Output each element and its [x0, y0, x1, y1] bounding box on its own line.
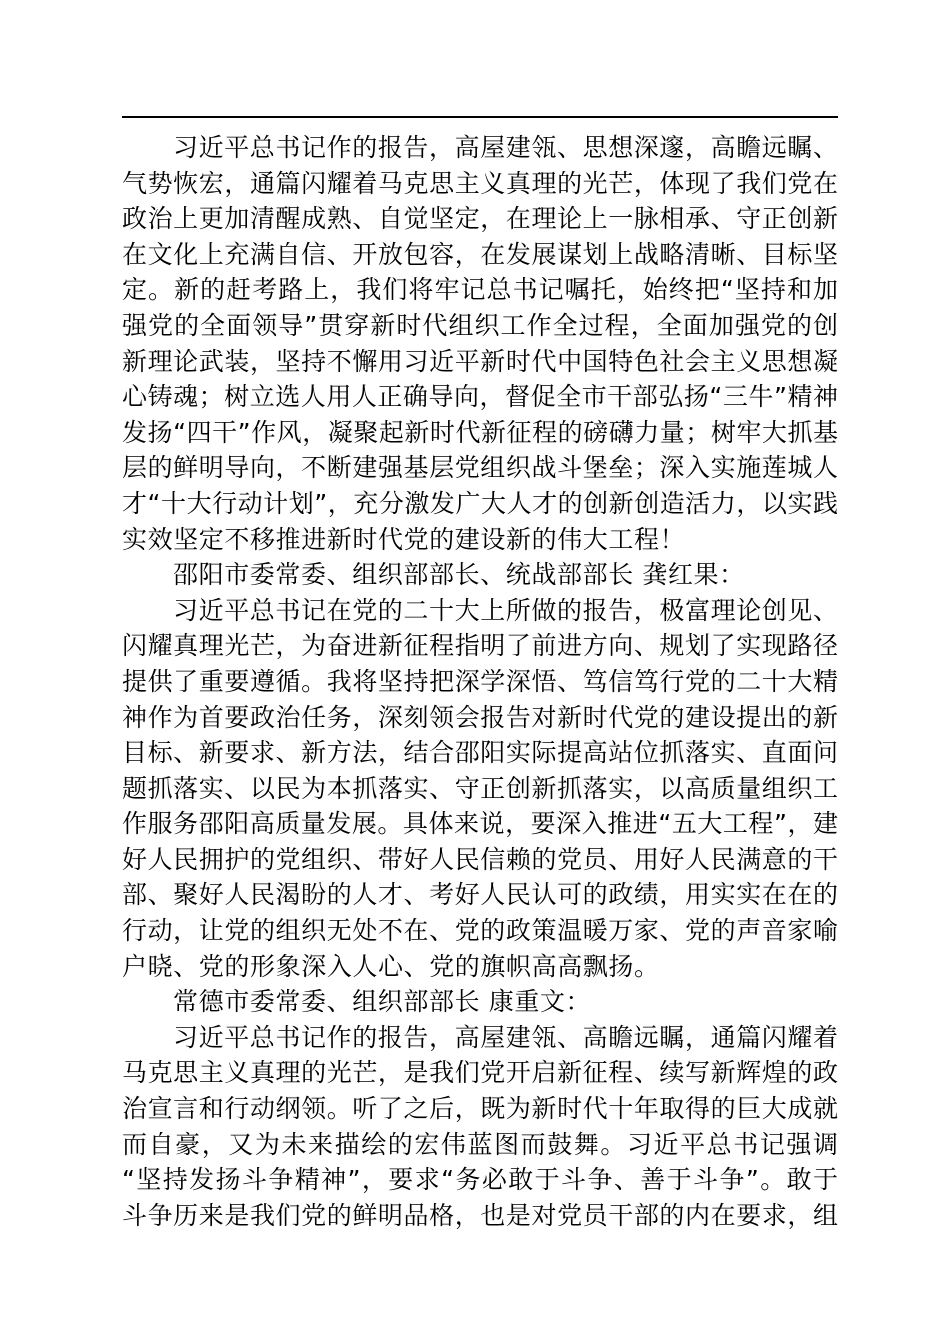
document-body [122, 130, 838, 1233]
body-text-line: 习近平总书记作的报告，高屋建瓴、高瞻远瞩，通篇闪耀着 [173, 1022, 839, 1052]
body-text-line: 闪耀真理光芒，为奋进新征程指明了前进方向、规划了实现路径 [122, 631, 839, 661]
body-text-line: 题抓落实、以民为本抓落实、守正创新抓落实，以高质量组织工 [122, 773, 839, 803]
body-text-line: 新理论武装，坚持不懈用习近平新时代中国特色社会主义思想凝 [122, 346, 839, 376]
body-text-line: 才“十大行动计划”，充分激发广大人才的创新创造活力，以实践 [122, 488, 839, 518]
speaker-attribution: 常德市委常委、组织部部长 康重文： [173, 987, 592, 1017]
body-text-line: 作服务邵阳高质量发展。具体来说，要深入推进“五大工程”，建 [122, 809, 839, 839]
body-text-line: 目标、新要求、新方法，结合邵阳实际提高站位抓落实、直面问 [122, 738, 839, 768]
body-text-line: 习近平总书记在党的二十大上所做的报告，极富理论创见、 [173, 595, 839, 625]
body-text-line: 提供了重要遵循。我将坚持把深学深悟、笃信笃行党的二十大精 [122, 666, 839, 696]
body-text-line: 而自豪，又为未来描绘的宏伟蓝图而鼓舞。习近平总书记强调 [122, 1129, 840, 1159]
paragraph-shaoyang-remarks [122, 593, 838, 985]
body-text-line: 习近平总书记作的报告，高屋建瓴、思想深邃，高瞻远瞩、 [173, 133, 839, 162]
body-text-line: 定。新的赶考路上，我们将牢记总书记嘱托，始终把“坚持和加 [122, 275, 840, 305]
body-text-line: 马克思主义真理的光芒，是我们党开启新征程、续写新辉煌的政 [122, 1058, 839, 1088]
body-text-line: 治宣言和行动纲领。听了之后，既为新时代十年取得的巨大成就 [122, 1094, 839, 1124]
speaker-attribution-changde [122, 984, 838, 1020]
body-text-line: 发扬“四干”作风，凝聚起新时代新征程的磅礴力量；树牢大抓基 [122, 417, 839, 447]
body-text-line: 神作为首要政治任务，深刻领会报告对新时代党的建设提出的新 [122, 702, 839, 732]
body-text-line: “坚持发扬斗争精神”，要求“务必敢于斗争、善于斗争”。敢于 [122, 1165, 840, 1195]
body-text-line: 心铸魂；树立选人用人正确导向，督促全市干部弘扬“三牛”精神 [122, 382, 839, 412]
paragraph-changde-remarks [122, 1020, 838, 1234]
speaker-attribution-shaoyang [122, 557, 838, 593]
body-text-line: 户晓、党的形象深入人心、党的旗帜高高飘扬。 [122, 951, 660, 981]
body-text-line: 行动，让党的组织无处不在、党的政策温暖万家、党的声音家喻 [122, 916, 839, 946]
body-text-line: 强党的全面领导”贯穿新时代组织工作全过程，全面加强党的创 [122, 310, 840, 340]
body-text-line: 部、聚好人民渴盼的人才、考好人民认可的政绩，用实实在在的 [122, 880, 839, 910]
body-text-line: 在文化上充满自信、开放包容，在发展谋划上战略清晰、目标坚 [122, 239, 839, 269]
body-text-line: 政治上更加清醒成熟、自觉坚定，在理论上一脉相承、守正创新 [122, 204, 839, 234]
speaker-attribution: 邵阳市委常委、组织部部长、统战部部长 龚红果： [173, 560, 745, 590]
body-text-line: 斗争历来是我们党的鲜明品格，也是对党员干部的内在要求，组 [122, 1200, 839, 1230]
body-text-line: 好人民拥护的党组织、带好人民信赖的党员、用好人民满意的干 [122, 844, 839, 874]
body-text-line: 实效坚定不移推进新时代党的建设新的伟大工程！ [122, 524, 686, 554]
paragraph-changsha-remarks [122, 130, 838, 557]
header-rule [122, 116, 838, 118]
body-text-line: 层的鲜明导向，不断建强基层党组织战斗堡垒；深入实施莲城人 [122, 453, 839, 483]
body-text-line: 气势恢宏，通篇闪耀着马克思主义真理的光芒，体现了我们党在 [122, 168, 839, 198]
